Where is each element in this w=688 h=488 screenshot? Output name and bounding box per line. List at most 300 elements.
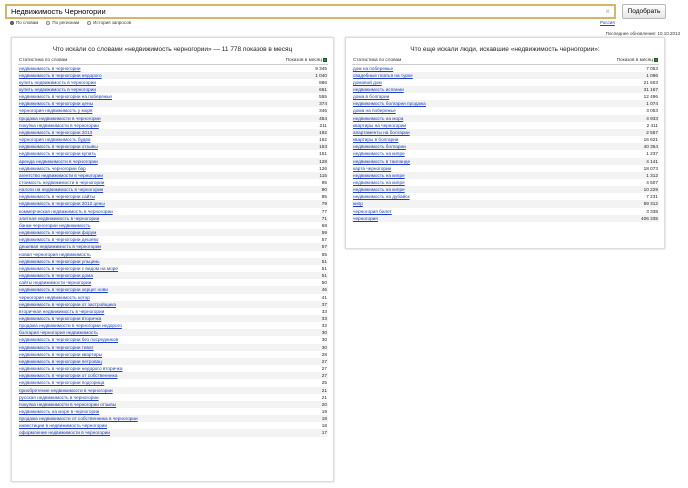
phrase-link[interactable]: элитная недвижимость в черногории xyxy=(19,215,100,221)
phrase-cell xyxy=(18,179,246,186)
phrase-link[interactable]: свадебные платья на турке xyxy=(353,72,413,78)
phrase-cell xyxy=(18,379,246,386)
table-row xyxy=(18,129,328,136)
phrase-link[interactable]: недвижимость в черногории на побережье xyxy=(19,94,112,100)
count-cell: 32 xyxy=(321,323,327,329)
excel-icon[interactable] xyxy=(323,58,327,62)
phrase-link[interactable]: недвижимость в черногории тиват xyxy=(19,344,94,350)
left-panel xyxy=(11,37,334,482)
table-row xyxy=(352,115,659,122)
count-cell: 28 xyxy=(321,351,327,357)
count-cell: 59 312 xyxy=(546,200,659,207)
count-cell: 661 xyxy=(246,86,328,93)
phrase-cell xyxy=(352,100,546,107)
phrase-link[interactable]: недвижимость испании xyxy=(353,86,404,92)
phrase-link[interactable]: недвижимость в черногории вторичка xyxy=(19,315,102,321)
count-cell: 4 933 xyxy=(546,115,659,122)
count-cell: 41 xyxy=(321,294,327,300)
phrase-link[interactable]: недвижимость в черногории от застройщика xyxy=(19,301,117,307)
phrase-cell xyxy=(352,107,546,114)
phrase-link[interactable]: черногория xyxy=(353,215,378,221)
col-phrase-header[interactable]: Статистика по словам xyxy=(352,55,546,64)
count-cell: 346 xyxy=(319,108,327,114)
phrase-cell xyxy=(352,86,546,93)
phrase-link[interactable]: налоги на недвижимость в черногории xyxy=(19,187,104,193)
phrase-cell xyxy=(352,115,546,122)
phrase-cell xyxy=(18,279,246,286)
phrase-cell xyxy=(18,429,246,436)
phrase-link[interactable]: недвижимость черногории бар xyxy=(19,165,86,171)
phrase-link[interactable]: недвижимость в черногории xyxy=(19,65,81,71)
phrase-cell xyxy=(18,401,246,408)
phrase-cell xyxy=(18,93,246,100)
phrase-link[interactable]: квартиры на черногории xyxy=(353,122,407,128)
table-row xyxy=(18,408,328,415)
count-cell: 10 229 xyxy=(546,186,659,193)
phrase-link[interactable]: недвижимость в черногории 2012 цены xyxy=(19,201,105,207)
count-cell: 211 xyxy=(319,122,327,128)
table-row xyxy=(18,251,328,258)
phrase-link[interactable]: стоимость недвижимости в черногории xyxy=(19,180,105,185)
phrase-cell xyxy=(352,79,546,86)
count-cell: 90 xyxy=(246,186,328,193)
search-bar xyxy=(5,4,683,26)
table-row xyxy=(18,79,328,86)
phrase-cell xyxy=(18,265,246,272)
table-row xyxy=(352,150,659,157)
phrase-cell xyxy=(18,158,246,165)
count-cell: 192 xyxy=(246,129,328,136)
table-row xyxy=(18,279,328,286)
table-row xyxy=(352,72,659,79)
table-row xyxy=(18,265,328,272)
phrase-cell xyxy=(18,136,246,143)
phrase-cell xyxy=(18,107,246,114)
count-cell: 20 xyxy=(246,401,328,408)
right-table-body xyxy=(352,64,659,222)
search-input[interactable] xyxy=(11,6,601,17)
phrase-link[interactable]: черногория недвижимость котор xyxy=(19,294,90,300)
phrase-link[interactable]: оформление недвижимости в черногории xyxy=(19,430,110,436)
phrase-link[interactable]: недвижимость на мора xyxy=(353,115,404,121)
phrase-cell xyxy=(352,158,546,165)
count-cell: 19 xyxy=(321,409,327,414)
table-row xyxy=(18,294,328,301)
phrase-link[interactable]: сайты недвижимости черногории xyxy=(19,280,92,286)
table-row xyxy=(18,322,328,329)
table-row xyxy=(18,115,328,122)
table-row xyxy=(18,429,328,436)
phrase-link[interactable]: недвижимость в черногории купить xyxy=(19,151,96,157)
phrase-cell xyxy=(352,122,546,129)
table-row xyxy=(18,379,328,386)
phrase-link[interactable]: покупка недвижимости в черногории xyxy=(19,122,99,128)
phrase-link[interactable]: недвижимость в черногории от собственника xyxy=(19,373,118,379)
phrase-link[interactable]: дом на побережье xyxy=(353,65,394,71)
phrase-cell xyxy=(18,64,246,72)
phrase-link[interactable]: недвижимость в черногории дешево xyxy=(19,237,99,243)
col-phrase-header[interactable]: Статистика по словам xyxy=(18,55,246,64)
phrase-link[interactable]: недвижимость в черногории ульцинь xyxy=(19,258,100,264)
phrase-link[interactable]: недвижимость в черногории херцег нови xyxy=(19,287,108,293)
count-cell: 2 411 xyxy=(646,122,658,128)
phrase-cell xyxy=(352,150,546,157)
phrase-link[interactable]: недвижимость болгарии продажа xyxy=(353,101,426,107)
search-modes xyxy=(10,20,131,25)
phrase-link[interactable]: карта черногории xyxy=(353,165,392,171)
phrase-cell xyxy=(18,272,246,279)
count-cell: 37 xyxy=(246,301,328,308)
phrase-link[interactable]: продажа недвижимости в черногории xyxy=(19,115,101,121)
right-table xyxy=(352,55,659,222)
table-row xyxy=(18,365,328,372)
phrase-cell xyxy=(18,251,246,258)
count-cell: 55 xyxy=(321,251,327,257)
phrase-link[interactable]: недвижимость в черногории форум xyxy=(19,230,97,236)
table-row xyxy=(18,158,328,165)
phrase-cell xyxy=(18,115,246,122)
table-row xyxy=(18,100,328,107)
table-row xyxy=(18,215,328,222)
phrase-link[interactable]: недвижимость в черногории недорого вторичка xyxy=(19,366,123,372)
table-row xyxy=(18,394,328,401)
count-cell: 18 xyxy=(246,415,328,422)
count-cell: 51 xyxy=(321,265,327,271)
phrase-link[interactable]: болгария черногория недвижимость xyxy=(19,330,98,336)
count-cell: 1 096 xyxy=(546,72,659,79)
mode-label: По словам xyxy=(16,20,39,25)
phrase-link[interactable]: недвижимость в черногории отзывы xyxy=(19,144,98,150)
excel-icon[interactable] xyxy=(654,58,658,62)
table-row xyxy=(18,86,328,93)
count-cell: 1 074 xyxy=(546,100,659,107)
table-row xyxy=(18,186,328,193)
table-row xyxy=(18,107,328,114)
phrase-link[interactable]: русская недвижимость в черногории xyxy=(19,394,99,400)
count-cell: 27 xyxy=(321,366,327,372)
table-row xyxy=(352,186,659,193)
right-panel-title: Что еще искали люди, искавшие «недвижимость черногории»: xyxy=(410,46,600,53)
col-count-label: Показов в месяц xyxy=(285,56,322,62)
count-cell: 17 xyxy=(246,429,328,436)
phrase-link[interactable]: черногория недвижимость у моря xyxy=(19,108,93,114)
count-cell: 68 xyxy=(321,222,327,228)
count-cell: 153 xyxy=(246,143,328,150)
phrase-cell xyxy=(18,200,246,207)
phrase-cell xyxy=(18,72,246,79)
table-row xyxy=(352,107,659,114)
phrase-link[interactable]: дома в болгарии xyxy=(353,94,390,100)
count-cell: 77 xyxy=(321,208,327,214)
phrase-cell xyxy=(18,122,246,129)
mode-label: По регионам xyxy=(52,20,80,25)
phrase-cell xyxy=(352,179,546,186)
count-cell: 406 335 xyxy=(546,215,659,222)
table-row xyxy=(352,200,659,207)
count-cell: 30 xyxy=(321,337,327,343)
phrase-cell xyxy=(352,186,546,193)
table-row xyxy=(352,100,659,107)
phrase-link[interactable]: недвижимость на море в черногории xyxy=(19,409,100,414)
count-cell: 59 xyxy=(246,229,328,236)
table-row xyxy=(352,79,659,86)
last-updated: Последнее обновление: 10.10.2013 xyxy=(605,31,680,36)
phrase-cell xyxy=(18,100,246,107)
table-row xyxy=(18,200,328,207)
phrase-link[interactable]: недвижимость на кипре xyxy=(353,172,405,178)
count-cell: 79 xyxy=(246,200,328,207)
col-count-header[interactable] xyxy=(546,55,659,64)
count-cell: 128 xyxy=(246,158,328,165)
phrase-cell xyxy=(18,294,246,301)
table-row xyxy=(352,64,659,72)
count-cell: 57 xyxy=(321,237,327,243)
phrase-link[interactable]: купить недвижимость в черногории xyxy=(19,86,96,92)
phrase-link[interactable]: черногория недвижимость будва xyxy=(19,137,91,143)
count-cell: 12 496 xyxy=(643,94,658,100)
phrase-cell xyxy=(18,422,246,429)
count-cell: 46 xyxy=(246,286,328,293)
count-cell: 18 xyxy=(321,423,327,429)
table-row xyxy=(352,93,659,100)
phrase-link[interactable]: вторичная недвижимость в черногории xyxy=(19,308,105,314)
phrase-cell xyxy=(18,387,246,394)
phrase-link[interactable]: покупка недвижимости в черногории отзывы xyxy=(19,401,117,407)
phrase-link[interactable]: недвижимость в черногории квартиры xyxy=(19,351,103,357)
count-cell: 555 xyxy=(319,94,327,100)
phrase-cell xyxy=(18,344,246,351)
table-row xyxy=(18,229,328,236)
count-cell: 25 xyxy=(321,380,327,386)
table-row xyxy=(18,236,328,243)
count-cell: 9 345 xyxy=(315,65,327,71)
count-cell: 115 xyxy=(246,172,328,179)
table-row xyxy=(18,358,328,365)
count-cell: 4 507 xyxy=(646,180,658,185)
table-row xyxy=(18,344,328,351)
phrase-link[interactable]: недвижимость в черногории петровац xyxy=(19,358,102,364)
mode-by-words[interactable] xyxy=(10,20,38,25)
table-row xyxy=(352,158,659,165)
search-button[interactable]: Подобрать xyxy=(622,4,666,19)
table-row xyxy=(18,387,328,394)
table-row xyxy=(18,136,328,143)
phrase-cell xyxy=(18,186,246,193)
count-cell: 57 xyxy=(246,243,328,250)
left-panel-title: Что искали со словами «недвижимость черногории» — 11 778 показов в месяц xyxy=(52,46,293,53)
table-row xyxy=(18,172,328,179)
count-cell: 7 231 xyxy=(646,194,658,200)
phrase-cell xyxy=(18,165,246,172)
phrase-cell xyxy=(18,208,246,215)
phrase-link[interactable]: инвестиции в недвижимость черногории xyxy=(19,423,108,429)
search-box xyxy=(5,4,616,19)
table-row xyxy=(18,179,328,186)
phrase-cell xyxy=(352,200,546,207)
phrase-cell xyxy=(18,150,246,157)
phrase-link[interactable]: недвижимость в черногории 2013 xyxy=(19,129,93,135)
phrase-link[interactable]: кипр xyxy=(353,201,363,207)
table-row xyxy=(18,243,328,250)
phrase-cell xyxy=(18,415,246,422)
phrase-cell xyxy=(352,165,546,172)
phrase-cell xyxy=(352,172,546,179)
phrase-cell xyxy=(18,329,246,336)
phrase-link[interactable]: продажа недвижимости в черногории недорого xyxy=(19,323,122,329)
col-count-header[interactable] xyxy=(246,55,328,64)
table-header xyxy=(352,55,659,64)
phrase-link[interactable]: новая черногория недвижимость xyxy=(19,251,91,257)
phrase-cell xyxy=(18,215,246,222)
phrase-link[interactable]: недвижимость в черногории без посредников xyxy=(19,337,119,343)
table-row xyxy=(18,72,328,79)
phrase-cell xyxy=(352,193,546,200)
phrase-cell xyxy=(18,365,246,372)
count-cell: 85 xyxy=(321,194,327,200)
table-row xyxy=(18,64,328,72)
region-link[interactable]: Россия xyxy=(600,20,615,25)
left-table-body xyxy=(18,64,328,437)
phrase-link[interactable]: дешевая недвижимость в черногории xyxy=(19,244,102,250)
count-cell: 40 354 xyxy=(546,143,659,150)
count-cell: 95 xyxy=(321,180,327,185)
count-cell: 50 xyxy=(321,280,327,286)
phrase-cell xyxy=(18,394,246,401)
radio-icon[interactable] xyxy=(87,21,91,25)
phrase-cell xyxy=(352,143,546,150)
phrase-cell xyxy=(352,208,546,215)
phrase-link[interactable]: недвижимость в черногории недорого xyxy=(19,72,102,78)
phrase-cell xyxy=(352,136,546,143)
phrase-cell xyxy=(18,172,246,179)
count-cell: 51 xyxy=(246,258,328,265)
table-row xyxy=(352,143,659,150)
radio-icon[interactable] xyxy=(46,21,50,25)
phrase-link[interactable]: недвижимость на дубайск xyxy=(353,194,410,200)
table-header xyxy=(18,55,328,64)
table-row xyxy=(18,93,328,100)
phrase-cell xyxy=(18,86,246,93)
mode-by-regions[interactable] xyxy=(46,20,79,25)
phrase-link[interactable]: недвижимость в черногории подгорица xyxy=(19,380,105,386)
count-cell: 151 xyxy=(319,151,327,157)
table-row xyxy=(352,215,659,222)
count-cell: 21 603 xyxy=(643,79,658,85)
phrase-cell xyxy=(18,258,246,265)
phrase-cell xyxy=(18,358,246,365)
table-row xyxy=(18,150,328,157)
phrase-link[interactable]: недвижимость на кипре xyxy=(353,187,405,193)
phrase-cell xyxy=(352,72,546,79)
table-row xyxy=(18,258,328,265)
phrase-cell xyxy=(352,93,546,100)
table-row xyxy=(18,165,328,172)
phrase-link[interactable]: домовой дом xyxy=(353,79,382,85)
count-cell: 33 xyxy=(246,315,328,322)
mode-label: История запросов xyxy=(93,20,131,25)
mode-history[interactable] xyxy=(87,20,131,25)
count-cell: 18 073 xyxy=(643,165,658,171)
phrase-cell xyxy=(18,301,246,308)
phrase-cell xyxy=(18,308,246,315)
count-cell: 7 053 xyxy=(646,65,658,71)
phrase-link[interactable]: недвижимость на кипре xyxy=(353,151,405,157)
table-row xyxy=(352,208,659,215)
phrase-link[interactable]: коммерческая недвижимость в черногории xyxy=(19,208,113,214)
table-row xyxy=(18,272,328,279)
count-cell: 2 557 xyxy=(546,129,659,136)
table-row xyxy=(18,329,328,336)
count-cell: 33 xyxy=(321,308,327,314)
table-row xyxy=(18,351,328,358)
table-row xyxy=(18,315,328,322)
count-cell: 51 xyxy=(246,272,328,279)
count-cell: 71 xyxy=(246,215,328,222)
table-row xyxy=(352,129,659,136)
count-cell: 27 xyxy=(246,358,328,365)
count-cell: 162 xyxy=(319,137,327,143)
phrase-link[interactable]: недвижимость в черногории с видом на море xyxy=(19,265,118,271)
phrase-cell xyxy=(18,236,246,243)
radio-icon[interactable] xyxy=(10,21,14,25)
phrase-link[interactable]: продажа недвижимости от собственника в черногории xyxy=(19,416,138,422)
table-row xyxy=(352,193,659,200)
phrase-link[interactable]: недвижимость в черногории дома xyxy=(19,273,93,279)
phrase-link[interactable]: купить недвижимость в черногории xyxy=(19,79,96,85)
phrase-cell xyxy=(18,286,246,293)
count-cell: 1 040 xyxy=(246,72,328,79)
phrase-cell xyxy=(18,322,246,329)
phrase-link[interactable]: банки черногории недвижимость xyxy=(19,222,91,228)
phrase-link[interactable]: недвижимость в черногории цены xyxy=(19,101,93,107)
phrase-link[interactable]: агентство недвижимости в черногории xyxy=(19,172,103,178)
count-cell: 1 237 xyxy=(646,151,658,157)
clear-icon[interactable]: × xyxy=(605,7,610,16)
count-cell: 374 xyxy=(246,100,328,107)
phrase-link[interactable]: квартиры в болгарии xyxy=(353,137,399,143)
table-row xyxy=(18,301,328,308)
phrase-link[interactable]: апартаменты на болгарии xyxy=(353,129,410,135)
count-cell: 21 xyxy=(321,394,327,400)
count-cell: 886 xyxy=(319,79,327,85)
count-cell: 31 167 xyxy=(546,86,659,93)
phrase-cell xyxy=(18,229,246,236)
phrase-link[interactable]: черногория билет xyxy=(353,208,392,214)
count-cell: 3 338 xyxy=(646,208,658,214)
count-cell: 30 xyxy=(246,329,328,336)
table-row xyxy=(18,401,328,408)
count-cell: 3 053 xyxy=(646,108,658,114)
phrase-link[interactable]: недвижимость в таиланде xyxy=(353,158,411,164)
table-row xyxy=(18,308,328,315)
count-cell: 126 xyxy=(319,165,327,171)
phrase-link[interactable]: недвижимость на кипре xyxy=(353,180,405,185)
count-cell: 27 xyxy=(246,372,328,379)
phrase-cell xyxy=(18,336,246,343)
phrase-cell xyxy=(352,129,546,136)
table-row xyxy=(18,286,328,293)
table-row xyxy=(18,222,328,229)
count-cell: 21 xyxy=(246,387,328,394)
phrase-link[interactable]: недвижимость в черногории сайты xyxy=(19,194,95,200)
table-row xyxy=(18,193,328,200)
phrase-link[interactable]: недвижимость болгарии xyxy=(353,144,406,150)
table-row xyxy=(18,336,328,343)
left-table xyxy=(18,55,328,437)
phrase-link[interactable]: дома на побережье xyxy=(353,108,396,114)
phrase-link[interactable]: приобретение недвижимости в черногории xyxy=(19,387,113,393)
phrase-link[interactable]: аренда недвижимости в черногории xyxy=(19,158,98,164)
